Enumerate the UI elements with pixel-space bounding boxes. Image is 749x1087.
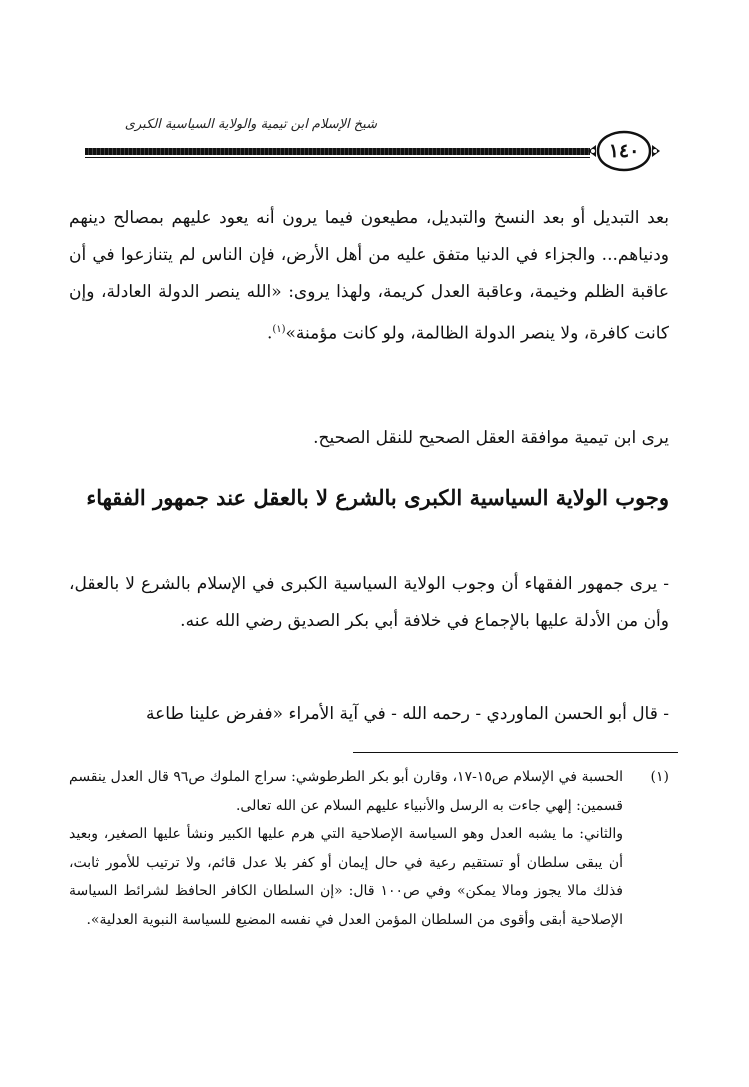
paragraph-3: - يرى جمهور الفقهاء أن وجوب الولاية السياسية الكبرى في الإسلام بالشرع لا بالعقل، وأن من الأدلة عليها بالإجماع في خلافة أبي بكر الصديق رضي الله عنه. (69, 574, 669, 631)
footnote-separator (353, 752, 678, 753)
page-number: ١٤٠ (608, 140, 640, 162)
footnote-text-1: الحسبة في الإسلام ص١٥-١٧، وقارن أبو بكر الطرطوشي: سراج الملوك ص٩٦ قال العدل ينقسم قسمين: إلهي جاءت به الرسل والأنبياء عليهم السلام عن الله تعالى. (69, 769, 623, 814)
footnotes (69, 763, 669, 934)
paragraph-1-end: . (266, 323, 273, 344)
paragraph-2: يرى ابن تيمية موافقة العقل الصحيح للنقل الصحيح. (313, 428, 669, 448)
paragraph-4: - قال أبو الحسن الماوردي - رحمه الله - في آية الأمراء «ففرض علينا طاعة (146, 704, 669, 724)
section-heading: وجوب الولاية السياسية الكبرى بالشرع لا بالعقل عند جمهور الفقهاء (86, 485, 669, 510)
paragraph-1-text: بعد التبديل أو بعد النسخ والتبديل، مطيعون فيما يرون أنه يعود عليهم بمصالح دينهم ودنياهم... والجزاء في الدنيا متفق عليه من أهل الأرض، فإن الناس لم يتنازعوا في أن عاقبة الظلم وخيمة، وعاقبة العدل كريمة، ولهذا يروى: «الله ينصر الدولة العادلة، وإن كانت كافرة، ولا ينصر الدولة الظالمة، ولو كانت مؤمنة» (69, 208, 669, 344)
paragraph-1 (69, 200, 669, 353)
footnote-ref: (١) (272, 324, 286, 335)
page-number-badge (584, 129, 664, 173)
footnote-text-2: والثاني: ما يشبه العدل وهو السياسة الإصلاحية التي هرم عليها الكبير ونشأ عليها الصغير، وبعيد أن يبقى سلطان أو تستقيم رعية في حال إيمان أو كفر بلا عدل قائم، ولا ترتيب للأمور ثابت، فذلك مالا يجوز ومالا يمكن» وفي ص١٠٠ قال: «إن السلطان الكافر الحافظ لشرائط السياسة الإصلاحية أبقى وأقوى من السلطان المؤمن العدل في نفسه المضيع للسياسة النبوية العدلية». (69, 826, 624, 928)
running-title: شيخ الإسلام ابن تيمية والولاية السياسية الكبرى (124, 117, 377, 132)
header-rule (85, 148, 590, 155)
footnote-number: (١) (650, 769, 669, 785)
